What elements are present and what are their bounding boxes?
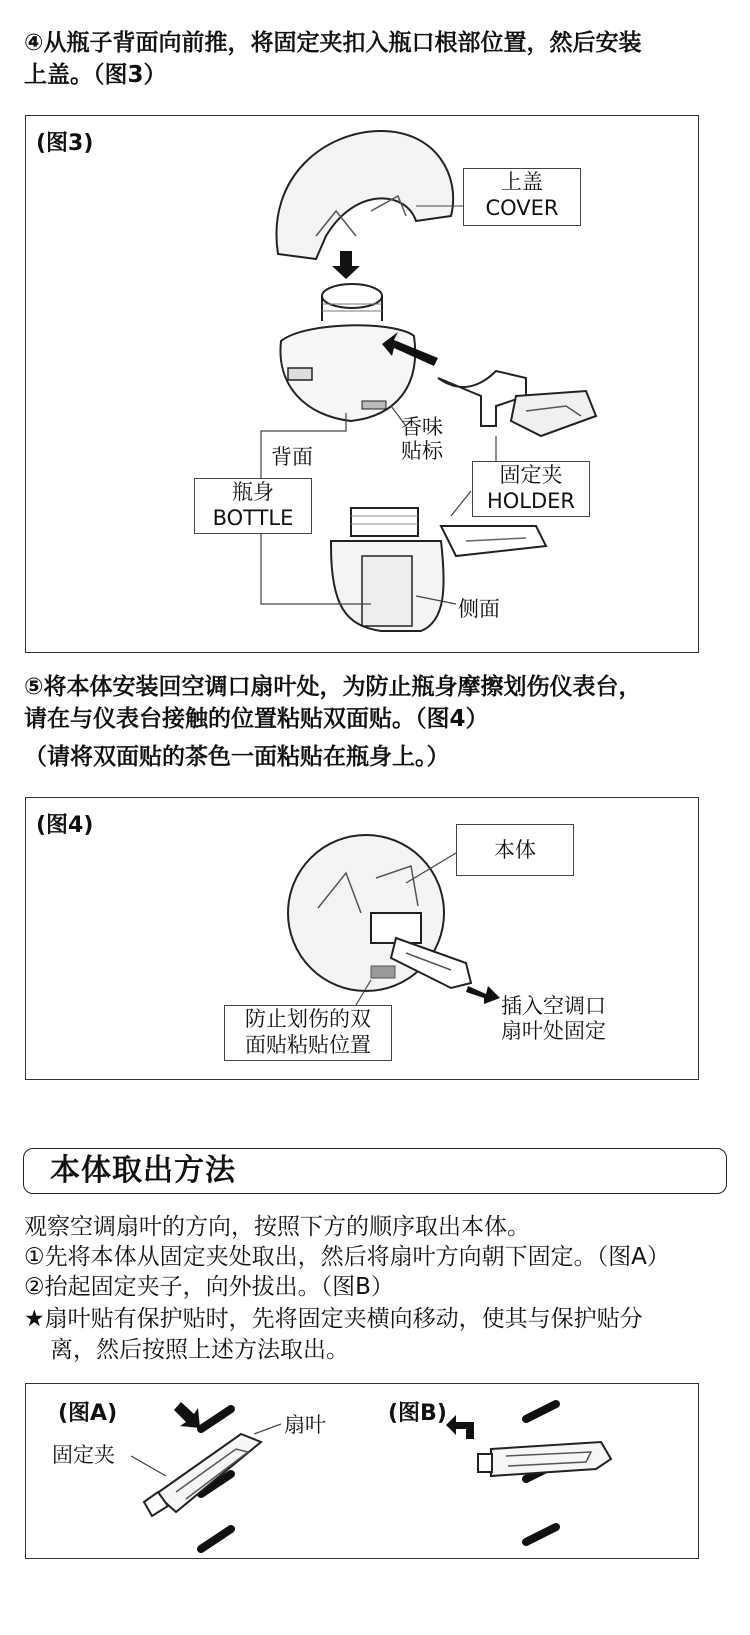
cover-cn: 上盖 <box>501 170 543 194</box>
removal-line1: 观察空调扇叶的方向，按照下方的顺序取出本体。 <box>24 1214 530 1240</box>
removal-line4: ★扇叶贴有保护贴时，先将固定夹横向移动，使其与保护贴分 <box>24 1306 643 1332</box>
fragrance-label-line2: 贴标 <box>401 439 443 463</box>
blade-label: 扇叶 <box>284 1413 326 1437</box>
removal-line3: ②抬起固定夹子，向外拔出。（图B） <box>24 1274 394 1300</box>
figure-4-label: (图4) <box>36 813 94 838</box>
insert-label-line2: 扇叶处固定 <box>501 1019 606 1043</box>
tape-callout <box>224 1005 392 1061</box>
figure-b-label: (图B) <box>388 1401 447 1426</box>
insert-label-line1: 插入空调口 <box>501 994 606 1018</box>
step4-line1: ④从瓶子背面向前推，将固定夹扣入瓶口根部位置，然后安装 <box>24 30 642 56</box>
cover-en: COVER <box>485 196 559 220</box>
bottle-callout <box>194 478 312 534</box>
figure-ab-illustration <box>26 1384 700 1560</box>
figure-3-panel <box>25 115 699 653</box>
step4-line2: 上盖。（图3） <box>24 62 167 88</box>
removal-section-header <box>23 1148 727 1194</box>
tape-line2: 面贴粘贴位置 <box>245 1033 371 1057</box>
step5-note: （请将双面贴的茶色一面粘贴在瓶身上。） <box>24 744 450 770</box>
tape-line1: 防止划伤的双 <box>245 1007 371 1031</box>
figure-a-label: (图A) <box>58 1401 118 1426</box>
holder-en: HOLDER <box>486 489 576 513</box>
holder-callout <box>472 461 590 517</box>
side-label: 侧面 <box>458 597 500 621</box>
removal-title: 本体取出方法 <box>50 1153 236 1188</box>
bottle-cn: 瓶身 <box>232 480 274 504</box>
figure-3-label: (图3) <box>36 131 94 156</box>
clip-label: 固定夹 <box>52 1443 115 1467</box>
figure-3-illustration <box>26 116 700 654</box>
bottle-en: BOTTLE <box>212 506 294 530</box>
step5-line2: 请在与仪表台接触的位置粘贴双面贴。（图4） <box>24 706 489 732</box>
removal-line2: ①先将本体从固定夹处取出，然后将扇叶方向朝下固定。（图A） <box>24 1244 670 1270</box>
holder-cn: 固定夹 <box>499 463 563 487</box>
body-callout <box>456 824 574 876</box>
figure-ab-panel <box>25 1383 699 1559</box>
removal-line5: 离，然后按照上述方法取出。 <box>50 1337 349 1363</box>
figure-4-panel <box>25 797 699 1080</box>
body-label: 本体 <box>494 838 536 862</box>
fragrance-label-line1: 香味 <box>401 415 443 439</box>
back-label: 背面 <box>271 445 313 469</box>
cover-callout <box>463 168 581 226</box>
step5-line1: ⑤将本体安装回空调口扇叶处，为防止瓶身摩擦划伤仪表台， <box>24 674 642 700</box>
